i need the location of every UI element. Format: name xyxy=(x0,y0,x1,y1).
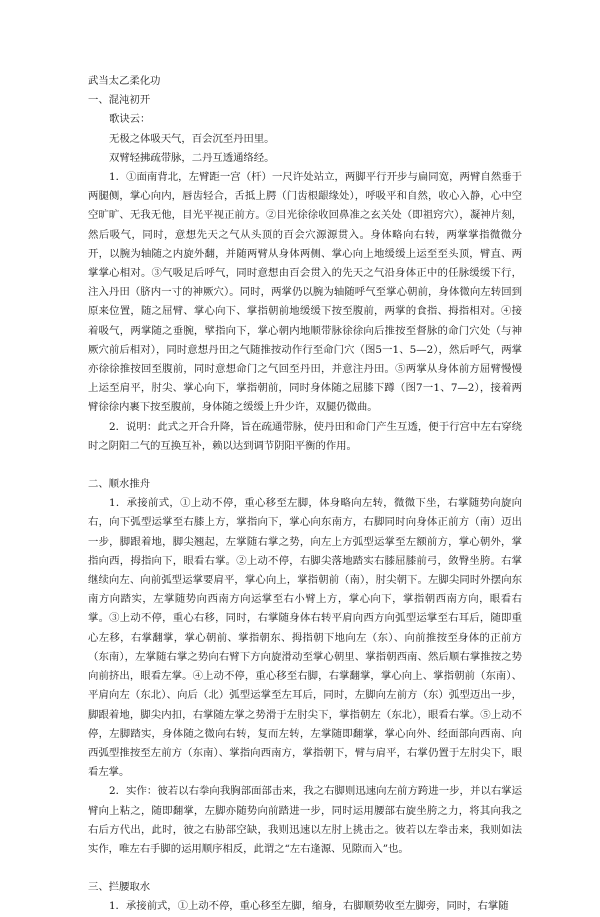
section-2-paragraph-1: 1．承接前式，①上动不停，重心移至左脚，体身略向左转，微微下坐，右掌随势向旋向右，向下弧型运掌至右膝上方，掌指向下，掌心向东南方，右脚同时向身体正前方（南）迈出一步，脚跟着地，脚尖翘起，左掌随右掌之势，向左上方弧型运掌至左额前方，掌心朝外，掌指向西，拇指向下，眼看右掌。②上动不停，右脚尖落地踏实右膝屈膝前弓，敛臀坐胯。右掌继续向左、向前弧型运掌要肩平，掌心向上，掌指朝前（南），肘尖朝下。左脚尖同时外摆向东南方向踏实，左掌随势向西南方向运掌至右小臂上方，掌心向下，掌指朝西南方向，眼看右掌。③上动不停，重心右移，同时，右掌随身体右转平肩向西方向弧型运掌至右耳后，随即重心左移，右掌翻掌，掌心朝前、掌指朝东、拇指朝下地向左（东）、向前推按至身体的正前方（东南），左掌随右掌之势向右臂下方向旋滑动至掌心朝里、掌指朝西南、然后顺右掌推按之势向前挤出，眼看左掌。④上动不停，重心移至右脚，右掌翻掌，掌心向上、掌指朝前（东南）、平肩向左（东北）、向后（北）弧型运掌至左耳后，同时，左脚向左前方（东）弧型迈出一步，脚跟着地，脚尖内扣，右掌随左掌之势滑于左肘尖下，掌指朝左（东北），眼看右掌。⑤上动不停，左脚踏实，身体随之微向右转，复而左转，左掌随即翻掌，掌心向外、经面部向西南、向西弧型推按至左前方（东南）、掌指向西南方，掌指朝下，臂与肩平，右掌仍置于左肘尖下，眼看左掌。 xyxy=(88,497,522,779)
document-body xyxy=(88,72,522,917)
section-2-paragraph-2: 2．实作：彼若以右拳向我胸部面部击来，我之右脚则迅速向左前方跨进一步，并以右掌运臂向上粘之，随即翻掌，左脚亦随势向前踏进一步，同时运用腰部右旋坐胯之力，将其向我之右后方代出，此时，彼之右胁部空缺，我则迅速以左肘上挑击之。彼若以左拳击来，我则如法实作，唯左右手脚的运用顺序相反，此谓之“左右逢源、见隙而入”也。 xyxy=(88,785,522,855)
section-1-heading: 一、混沌初开 xyxy=(88,94,151,107)
document-title: 武当太乙柔化功 xyxy=(88,75,161,87)
verse-line: 双臂轻拂疏带脉，二丹互透通络经。 xyxy=(109,151,275,164)
section-3-heading: 三、拦腰取水 xyxy=(88,881,151,894)
section-1-paragraph-1: 1．①面南背北，左臂距一宫（杆）一尺许处站立，两脚平行开步与扁同宽，两臂自然垂于两腿侧，掌心向内，唇齿轻合，舌抵上腭（门齿根龈缘处），呼吸平和自然，收心入静，心中空空旷旷、无我无他，目光平视正前方。②目光徐徐收回鼻准之玄关处（即祖窍穴），凝神片刻，然后吸气，同时，意想先天之气从头顶的百会穴源源贯入。身体略向右转，两掌掌指微微分开，以腕为轴随之内旋外翻，并随两臂从身体两侧、掌心向上地缓缓上运至至头顶，臂直、两掌掌心相对。③气吸足后呼气，同时意想由百会贯入的先天之气沿身体正中的任脉缓缓下行，注入丹田（脐内一寸的神厥穴）。同时，两掌仍以腕为轴随呼气至掌心朝前，身体微向左转回到原来位置，随之屈臂、掌心向下、掌指朝前地缓缓下按至腹前，两掌的食指、拇指相对。④接着吸气，两掌随之垂腕，擘指向下，掌心朝内地顺带脉徐徐向后推按至督脉的命门穴处（与神厥穴前后相对），同时意想丹田之气随推按动作行至命门穴（图5一1、5—2），然后呼气，两掌亦徐徐推按回至腹前，同时意想命门之气回至丹田，并意注丹田。⑤两掌从身体前方屈臂慢慢上运至肩平，肘尖、掌心向下，掌指朝前，同时身体随之屈膝下蹲（图7一1、7—2），接着两臂徐徐内裹下按至腹前，身体随之缓缓上升少许，双腿仍微曲。 xyxy=(88,171,522,414)
verse-label: 歌诀云： xyxy=(109,113,151,126)
section-gap xyxy=(88,456,522,475)
section-3-paragraph-1: 1．承接前式，①上动不停，重心移至左脚，缩身，右脚顺势收至左脚旁，同时，右掌随 xyxy=(109,900,509,913)
section-1-paragraph-2: 2．说明：此式之开合升降，旨在疏通带脉，使丹田和命门产生互透，便于行宫中左右穿绕时之阴阳二气的互换互补，赖以达到调节阴阳平衡的作用。 xyxy=(88,420,522,452)
section-gap xyxy=(88,859,522,878)
section-2-heading: 二、顺水推舟 xyxy=(88,478,151,491)
verse-line: 无极之体吸天气，百会沉至丹田里。 xyxy=(109,132,275,145)
